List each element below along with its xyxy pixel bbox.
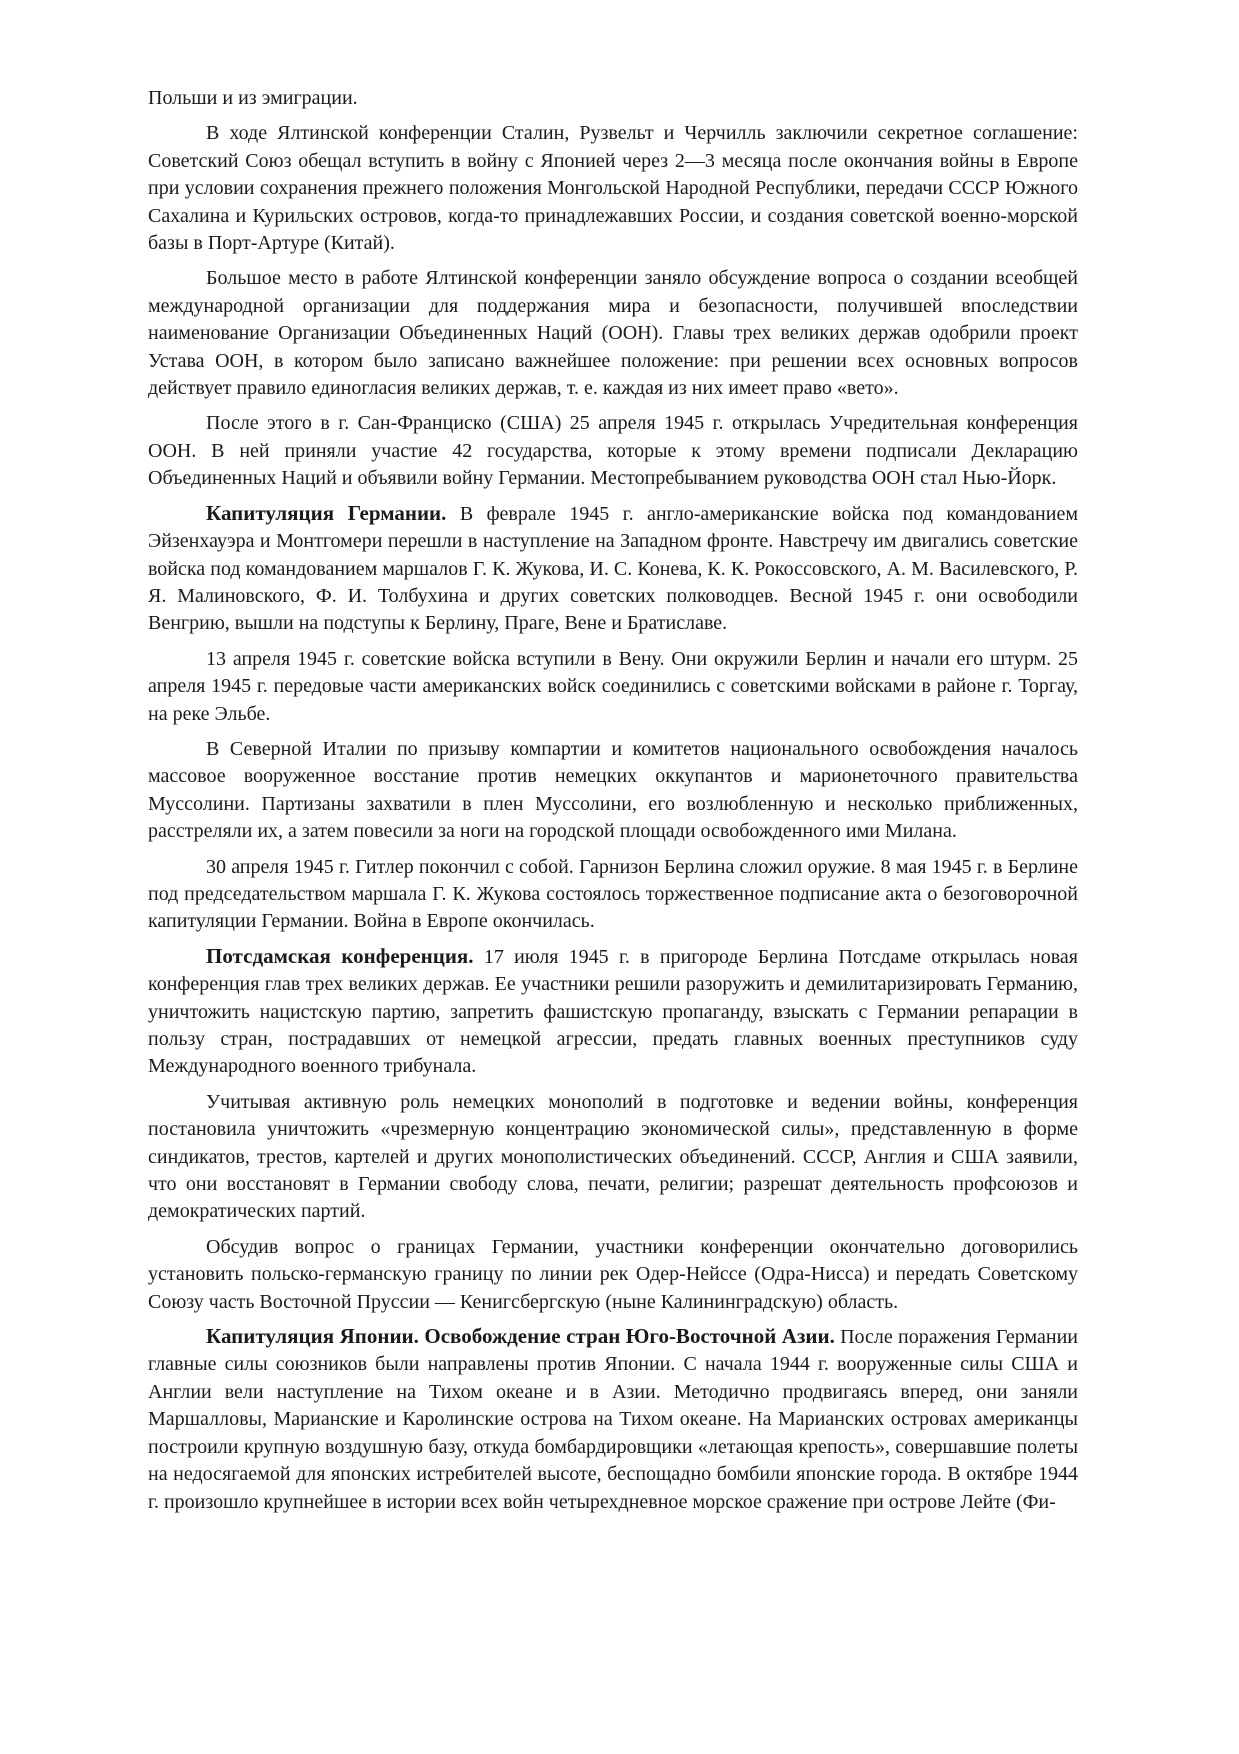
- document-page: [148, 84, 1078, 1523]
- section-heading-japan-capitulation: Капитуляция Японии. Освобождение стран Юго-Восточной Азии.: [206, 1324, 835, 1349]
- paragraph-3: [148, 264, 1078, 402]
- paragraph-8: [148, 853, 1078, 936]
- paragraph-6-text: 13 апреля 1945 г. советские войска вступили в Вену. Они окружили Берлин и начали его штурм. 25 апреля 1945 г. передовые части американских войск соединились с советскими войсками в районе г. Торгау, на реке Эльбе.: [148, 647, 1078, 725]
- paragraph-1-text: Польши и из эмиграции.: [148, 87, 358, 109]
- paragraph-12-text: После поражения Германии главные силы союзников были направлены против Японии. С начала 1944 г. вооруженные силы США и Англии вели наступление на Тихом океане и в Азии. Методично продвигаясь вперед, они заняли Маршалловы, Марианские и Каролинские острова на Тихом океане. На Марианских островах американцы построили крупную воздушную базу, откуда бомбардировщики «летающая крепость», совершавшие полеты на недосягаемой для японских истребителей высоте, беспощадно бомбили японские города. В октябре 1944 г. произошло крупнейшее в истории всех войн четырехдневное морское сражение при острове Лейте (Фи-: [148, 1326, 1078, 1513]
- paragraph-10-text: Учитывая активную роль немецких монополий в подготовке и ведении войны, конференция постановила уничтожить «чрезмерную концентрацию экономической силы», представленную в форме синдикатов, трестов, картелей и других монополистических объединений. СССР, Англия и США заявили, что они восстановят в Германии свободу слова, печати, религии; разрешат деятельность профсоюзов и демократических партий.: [148, 1090, 1078, 1223]
- paragraph-5: [148, 500, 1078, 638]
- section-heading-germany-capitulation: Капитуляция Германии.: [206, 500, 447, 525]
- paragraph-1: [148, 84, 1078, 112]
- paragraph-9-text: 17 июля 1945 г. в пригороде Берлина Потсдаме открылась новая конференция глав трех великих держав. Ее участники решили разоружить и демилитаризировать Германию, уничтожить нацистскую партию, запретить фашистскую пропаганду, взыскать с Германии репарации в пользу стран, пострадавших от немецкой агрессии, предать главных военных преступников суду Международного военного трибунала.: [148, 945, 1078, 1078]
- paragraph-2-text: В ходе Ялтинской конференции Сталин, Рузвельт и Черчилль заключили секретное соглашение: Советский Союз обещал вступить в войну с Японией через 2—3 месяца после окончания войны в Европе при условии сохранения прежнего положения Монгольской Народной Республики, передачи СССР Южного Сахалина и Курильских островов, когда-то принадлежавших России, и создания советской военно-морской базы в Порт-Артуре (Китай).: [148, 122, 1078, 255]
- paragraph-12: [148, 1323, 1078, 1516]
- paragraph-6: [148, 645, 1078, 728]
- paragraph-3-text: Большое место в работе Ялтинской конференции заняло обсуждение вопроса о создании всеобщей международной организации для поддержания мира и безопасности, получившей впоследствии наименование Организации Объединенных Наций (ООН). Главы трех великих держав одобрили проект Устава ООН, в котором было записано важнейшее положение: при решении всех основных вопросов действует правило единогласия великих держав, т. е. каждая из них имеет право «вето».: [148, 267, 1078, 400]
- paragraph-11-text: Обсудив вопрос о границах Германии, участники конференции окончательно договорились установить польско-германскую границу по линии рек Одер-Нейссе (Одра-Нисса) и передать Советскому Союзу часть Восточной Пруссии — Кенигсбергскую (ныне Калининградскую) область.: [148, 1235, 1078, 1313]
- paragraph-2: [148, 119, 1078, 257]
- paragraph-7: [148, 735, 1078, 846]
- paragraph-4-text: После этого в г. Сан-Франциско (США) 25 апреля 1945 г. открылась Учредительная конференция ООН. В ней приняли участие 42 государства, которые к этому времени подписали Декларацию Объединенных Наций и объявили войну Германии. Местопребыванием руководства ООН стал Нью-Йорк.: [148, 412, 1078, 490]
- paragraph-9: [148, 943, 1078, 1081]
- paragraph-8-text: 30 апреля 1945 г. Гитлер покончил с собой. Гарнизон Берлина сложил оружие. 8 мая 1945 г. в Берлине под председательством маршала Г. К. Жукова состоялось торжественное подписание акта о безоговорочной капитуляции Германии. Война в Европе окончилась.: [148, 855, 1078, 933]
- paragraph-5-text: В феврале 1945 г. англо-американские войска под командованием Эйзенхауэра и Монтгомери перешли в наступление на Западном фронте. Навстречу им двигались советские войска под командованием маршалов Г. К. Жукова, И. С. Конева, К. К. Рокоссовского, А. М. Василевского, Р. Я. Малиновского, Ф. И. Толбухина и других советских полководцев. Весной 1945 г. они освободили Венгрию, вышли на подступы к Берлину, Праге, Вене и Братиславе.: [148, 502, 1078, 635]
- section-heading-potsdam-conference: Потсдамская конференция.: [206, 943, 474, 968]
- paragraph-11: [148, 1233, 1078, 1316]
- paragraph-10: [148, 1088, 1078, 1226]
- paragraph-7-text: В Северной Италии по призыву компартии и комитетов национального освобождения началось массовое вооруженное восстание против немецких оккупантов и марионеточного правительства Муссолини. Партизаны захватили в плен Муссолини, его возлюбленную и несколько приближенных, расстреляли их, а затем повесили за ноги на городской площади освобожденного ими Милана.: [148, 737, 1078, 843]
- paragraph-4: [148, 409, 1078, 492]
